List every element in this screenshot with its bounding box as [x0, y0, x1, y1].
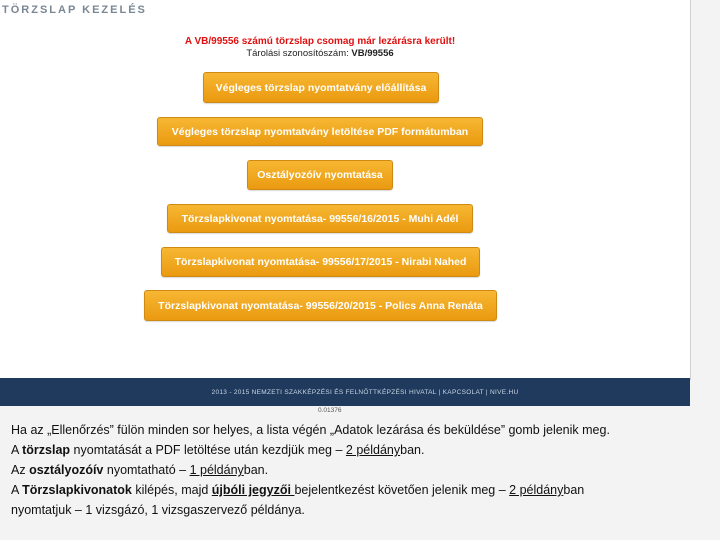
- footer-text[interactable]: 2013 - 2015 NEMZETI SZAKKÉPZÉSI ÉS FELNŐTTKÉPZÉSI HIVATAL | KAPCSOLAT | NIVE.HU: [211, 388, 519, 396]
- term-torzslap: törzslap: [22, 443, 71, 457]
- extract-print-button-polics[interactable]: Törzslapkivonat nyomtatása- 99556/20/2015 - Polics Anna Renáta: [144, 290, 497, 321]
- copies-1: 1 példány: [189, 463, 244, 477]
- class-sheet-print-button[interactable]: Osztályozóív nyomtatása: [247, 160, 393, 190]
- tracking-id: VB/99556: [351, 48, 394, 59]
- version-number: 0.01376: [318, 407, 342, 414]
- copies-2b: 2 példány: [509, 483, 564, 497]
- note-line-2: A törzslap nyomtatását a PDF letöltése után kezdjük meg – 2 példányban.: [11, 443, 425, 457]
- note-line-1: Ha az „Ellenőrzés” fülön minden sor helyes, a lista végén „Adatok lezárása és beküldése” gomb jelenik meg.: [11, 423, 610, 437]
- note-line-4: A Törzslapkivonatok kilépés, majd újbóli jegyzői bejelentkezést követően jelenik meg – 2 példányban: [11, 483, 585, 497]
- closed-package-alert: A VB/99556 számú törzslap csomag már lezárásra került!: [184, 36, 456, 47]
- instruction-notes: [11, 420, 711, 520]
- note-line-5: nyomtatjuk – 1 vizsgázó, 1 vizsgaszervező példánya.: [11, 503, 305, 517]
- tracking-label: Tárolási szonosítószám:: [246, 48, 352, 59]
- copies-2: 2 példány: [345, 443, 401, 457]
- term-ujboli-jegyzoi: újbóli jegyzői: [211, 483, 295, 497]
- footer-bar: [0, 378, 690, 406]
- term-osztalyozoiv: osztályozóív: [29, 463, 104, 477]
- extract-print-button-nirabi[interactable]: Törzslapkivonat nyomtatása- 99556/17/2015 - Nirabi Nahed: [161, 247, 480, 277]
- extract-print-button-muhi[interactable]: Törzslapkivonat nyomtatása- 99556/16/2015 - Muhi Adél: [167, 204, 473, 233]
- section-title: TÖRZSLAP KEZELÉS: [2, 4, 147, 16]
- term-torzslapkivonatok: Törzslapkivonatok: [22, 483, 132, 497]
- note-line-3: Az osztályozóív nyomtatható – 1 példányban.: [11, 463, 269, 477]
- final-pdf-download-button[interactable]: Végleges törzslap nyomtatvány letöltése PDF formátumban: [157, 117, 483, 146]
- final-print-button[interactable]: Végleges törzslap nyomtatvány előállítása: [203, 72, 439, 103]
- tracking-info: [0, 48, 640, 59]
